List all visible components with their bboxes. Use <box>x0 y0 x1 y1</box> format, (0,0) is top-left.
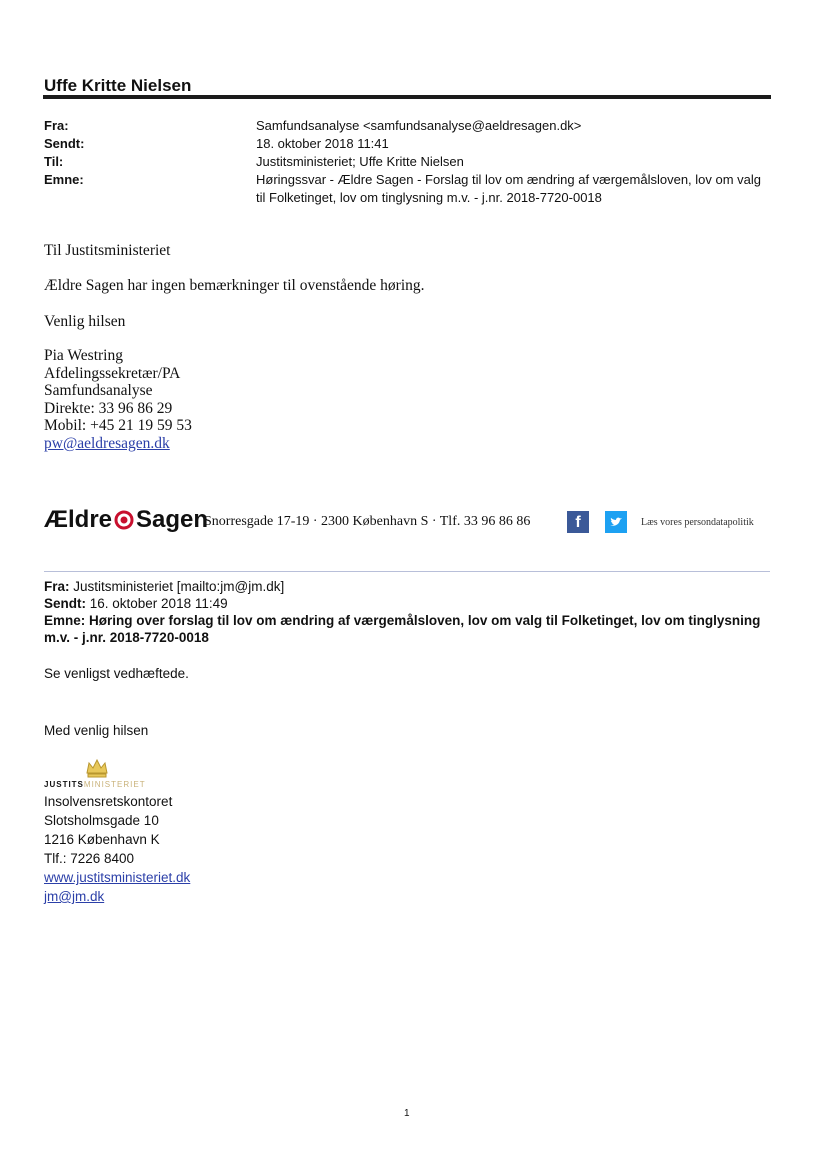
forwarded-from-label: Fra: <box>44 579 70 594</box>
signature-email-link[interactable]: pw@aeldresagen.dk <box>44 434 170 452</box>
forwarded-closing: Med venlig hilsen <box>44 723 149 738</box>
forwarded-sent-label: Sendt: <box>44 596 86 611</box>
signature-department: Samfundsanalyse <box>44 382 153 400</box>
from-value: Samfundsanalyse <samfundsanalyse@aeldresagen.dk> <box>256 118 582 133</box>
subject-value: Høringssvar - Ældre Sagen - Forslag til lov om ændring af værgemålsloven, lov om valg til Folketinget, lov om tinglysning m.v. - j.nr. 2018-7720-0018 <box>256 172 762 205</box>
to-label: Til: <box>44 154 64 169</box>
reply-closing: Venlig hilsen <box>44 313 126 330</box>
forwarded-from <box>44 578 774 595</box>
email-owner-name: Uffe Kritte Nielsen <box>44 76 192 95</box>
logo-text-left: Ældre <box>44 506 113 533</box>
forwarded-subject-value: Høring over forslag til lov om ændring af værgemålsloven, lov om valg til Folketinget, lov om tinglysning m.v. - j.nr. 2018-7720-0018 <box>44 613 761 645</box>
facebook-icon[interactable]: f <box>567 511 589 533</box>
forwarded-subject-label: Emne: <box>44 613 86 628</box>
ministry-signature <box>44 792 190 906</box>
logo-justits: JUSTITS <box>44 780 84 789</box>
sent-label: Sendt: <box>44 136 85 151</box>
greeting: Til Justitsministeriet <box>44 242 171 259</box>
twitter-icon[interactable] <box>605 511 627 533</box>
ministry-email-link[interactable]: jm@jm.dk <box>44 889 105 904</box>
ministry-website-link[interactable]: www.justitsministeriet.dk <box>44 870 191 885</box>
logo-text-right: Sagen <box>136 506 209 533</box>
aeldre-sagen-logo <box>44 506 208 534</box>
signature-direct-phone: Direkte: 33 96 86 29 <box>44 399 173 417</box>
office-name: Insolvensretskontoret <box>44 794 173 809</box>
forward-divider <box>44 571 770 572</box>
footer-address: Snorresgade 17-19 · 2300 København S · Tlf. 33 96 86 86 <box>204 514 531 529</box>
signature-title: Afdelingssekretær/PA <box>44 364 181 382</box>
privacy-policy-link[interactable]: Læs vores persondatapolitik <box>641 517 754 528</box>
forwarded-subject <box>44 612 774 646</box>
justitsministeriet-logo <box>44 780 146 789</box>
sent-value: 18. oktober 2018 11:41 <box>256 136 389 151</box>
logo-ring-icon <box>114 510 134 530</box>
office-city: 1216 København K <box>44 832 160 847</box>
crown-icon <box>85 757 109 779</box>
signature-name: Pia Westring <box>44 347 123 364</box>
header-divider <box>43 95 771 99</box>
forwarded-sent-value: 16. oktober 2018 11:49 <box>86 596 228 611</box>
to-value: Justitsministeriet; Uffe Kritte Nielsen <box>256 154 464 169</box>
forwarded-sent <box>44 595 774 612</box>
subject-label: Emne: <box>44 172 84 187</box>
forwarded-from-value: Justitsministeriet [mailto:jm@jm.dk] <box>69 579 285 594</box>
logo-ministeriet: MINISTERIET <box>83 780 146 789</box>
office-phone: Tlf.: 7226 8400 <box>44 851 135 866</box>
signature-mobile-phone: Mobil: +45 21 19 59 53 <box>44 417 192 435</box>
office-street: Slotsholmsgade 10 <box>44 813 159 828</box>
from-label: Fra: <box>44 118 69 133</box>
organization-footer <box>44 505 774 541</box>
signature-block <box>44 347 192 453</box>
forwarded-body: Se venligst vedhæftede. <box>44 666 189 681</box>
page-number: 1 <box>404 1108 410 1119</box>
reply-body: Ældre Sagen har ingen bemærkninger til ovenstående høring. <box>44 277 425 294</box>
